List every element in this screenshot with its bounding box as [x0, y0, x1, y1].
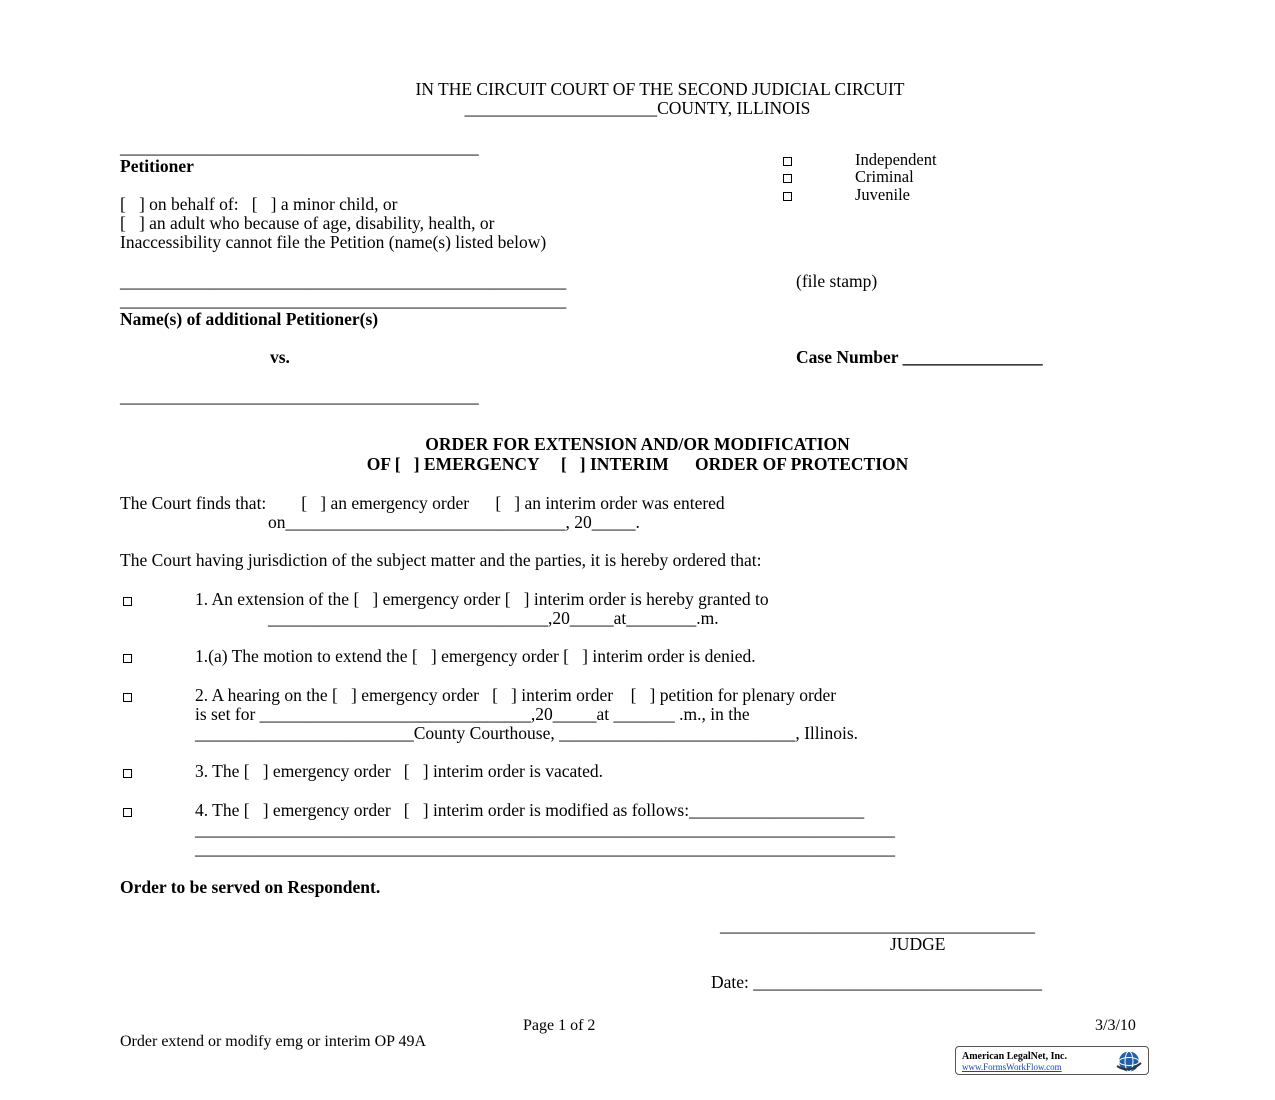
entered-on-line: on________________________________, 20_____. [268, 512, 640, 532]
additional-petitioners-label: Name(s) of additional Petitioner(s) [120, 309, 379, 329]
form-version-date: 3/3/10 [1095, 1017, 1136, 1034]
form-name: Order extend or modify emg or interim OP 49A [120, 1033, 427, 1050]
judge-signature-line: ____________________________________ [720, 915, 1035, 935]
item-1-date-line: ________________________________,20_____at________.m. [268, 608, 719, 628]
order-title-line-1: ORDER FOR EXTENSION AND/OR MODIFICATION [425, 434, 850, 454]
versus-label: vs. [270, 347, 290, 367]
globe-logo-icon [1114, 1049, 1144, 1074]
juvenile-checkbox[interactable] [783, 192, 792, 201]
page-number: Page 1 of 2 [523, 1017, 596, 1034]
item-3-text: 3. The [ ] emergency order [ ] interim order is vacated. [195, 761, 604, 781]
order-title-line-2: OF [ ] EMERGENCY [ ] INTERIM ORDER OF PROTECTION [366, 454, 909, 474]
adult-line: [ ] an adult who because of age, disability, health, or [120, 213, 495, 233]
date-field[interactable]: Date: _________________________________ [711, 972, 1043, 992]
item-3-checkbox[interactable] [123, 769, 132, 778]
criminal-checkbox[interactable] [783, 174, 792, 183]
on-behalf-line: [ ] on behalf of: [ ] a minor child, or [120, 194, 398, 214]
file-stamp-label: (file stamp) [796, 271, 878, 291]
item-4-blank-line: ________________________________________________________________________________ [195, 819, 895, 839]
court-finds-line: The Court finds that: [ ] an emergency order [ ] an interim order was entered [120, 493, 725, 513]
item-2-checkbox[interactable] [123, 693, 132, 702]
case-type-juvenile: Juvenile [855, 185, 910, 204]
item-4-blank-line: ________________________________________________________________________________ [195, 838, 895, 858]
case-number-field[interactable]: Case Number ________________ [796, 347, 1043, 367]
petitioner-name-blank: _________________________________________ [120, 137, 479, 157]
county-line: ______________________COUNTY, ILLINOIS [464, 98, 811, 118]
court-heading: IN THE CIRCUIT COURT OF THE SECOND JUDICIAL CIRCUIT [415, 79, 905, 99]
item-1a-checkbox[interactable] [123, 654, 132, 663]
item-1a-text: 1.(a) The motion to extend the [ ] emergency order [ ] interim order is denied. [195, 646, 756, 666]
publisher-name: American LegalNet, Inc. [962, 1051, 1067, 1062]
publisher-link[interactable]: www.FormsWorkFlow.com [962, 1062, 1062, 1072]
petitioner-label: Petitioner [120, 156, 194, 176]
additional-petitioner-blank: ___________________________________________________ [120, 271, 567, 291]
item-2-text: 2. A hearing on the [ ] emergency order [ ] interim order [ ] petition for plenary order [195, 685, 837, 705]
respondent-name-blank: _________________________________________ [120, 386, 479, 406]
inaccessibility-line: Inaccessibility cannot file the Petition (name(s) listed below) [120, 232, 547, 252]
item-4-text: 4. The [ ] emergency order [ ] interim order is modified as follows:____________________ [195, 800, 865, 820]
jurisdiction-statement: The Court having jurisdiction of the subject matter and the parties, it is hereby ordered that: [120, 550, 762, 570]
item-1-checkbox[interactable] [123, 597, 132, 606]
item-4-checkbox[interactable] [123, 808, 132, 817]
case-type-independent: Independent [855, 150, 937, 169]
served-on-respondent: Order to be served on Respondent. [120, 877, 381, 897]
case-type-criminal: Criminal [855, 167, 914, 186]
item-1-text: 1. An extension of the [ ] emergency order [ ] interim order is hereby granted to [195, 589, 769, 609]
judge-label: JUDGE [890, 934, 946, 954]
additional-petitioner-blank: ___________________________________________________ [120, 290, 567, 310]
publisher-badge[interactable] [955, 1046, 1149, 1075]
item-2-date-line: is set for _______________________________,20_____at _______ .m., in the [195, 704, 750, 724]
independent-checkbox[interactable] [783, 157, 792, 166]
item-2-courthouse-line: _________________________County Courthouse, ___________________________, Illinois. [195, 723, 859, 743]
